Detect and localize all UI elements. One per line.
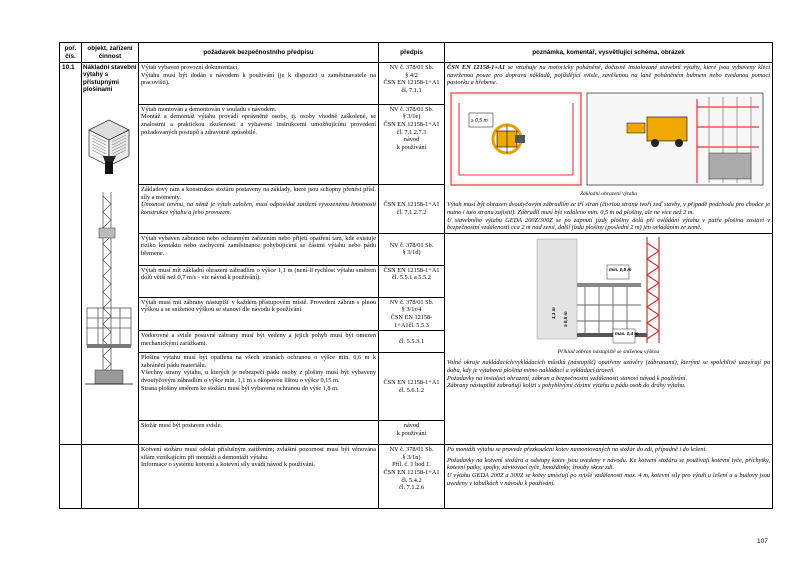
note-paragraph-1: [447, 64, 770, 87]
table-header-row: [60, 43, 773, 63]
row-number: 10.1: [60, 63, 82, 445]
dim-min-label: min. 0,5 m: [609, 266, 632, 272]
figure-caption-2: Příklad zábran nástupiště se sníženou výškou: [557, 349, 660, 356]
page-number: 107: [757, 538, 768, 545]
requirement-text: Výtah vybaven provozní dokumentací. Výtahu musí být dodán s návodem k používání (je k dispozici u zaměstnavatele na pracovišti).: [141, 64, 376, 87]
dim-height-min-label: ≥ 0,5 m: [563, 311, 568, 327]
requirement-cell: Stožár musí být postaven svisle.: [139, 421, 379, 445]
regulation-cell: čl. 5.5.3.1: [379, 331, 445, 353]
note-paragraph-2: Výtah musí být ohrazen dvoutyčovým zábradlím ze tří stran (čtvrtou stranu tvoří zeď stavby, v případě podchodu pro chodce je nutno i tuto stranu zajistit). Zábradlí musí být vzdáleno min. 0,5 m od plošiny, ale ne více než 2 m.: [447, 201, 770, 216]
safety-requirements-table: [59, 42, 773, 509]
header-num: poř. čís.: [60, 43, 82, 63]
dim-max-label: max. 0,4 m: [615, 330, 639, 336]
note-cell-1: [445, 63, 773, 234]
requirement-cell: [139, 63, 379, 105]
requirement-cell: [139, 184, 379, 233]
regulation-cell: NV č. 378/01 Sb. § 3/1e) ČSN EN 12158-1+A1 čl. 7.1.2.7.3 návod k používání: [379, 104, 445, 184]
regulation-cell: NV č. 378/01 Sb. § 3/1n) Příl. č. 1 bod 1. ČSN EN 12158-1+A1 čl. 5.4.2 čl. 7.1.2.6: [379, 445, 445, 509]
basic-enclosure-figure: [447, 87, 767, 189]
note-text: se vztahuje na motoricky poháněné, dočasně instalované stavební výtahy, které jsou vybaveny klecí navrženou pouze pro dopravu nákladů, pojíždějící svisle, zavěšenou na laně poháněném bubnem nebo zvedanou pomocí pastorku a hřebene.: [447, 64, 770, 87]
note-standard-ref: ČSN EN 12158-1+A1: [447, 64, 506, 71]
row-number-empty: [60, 445, 82, 509]
note-cell-3: [445, 445, 773, 509]
header-requirement: požadavek bezpečnostního předpisu: [139, 43, 379, 63]
regulation-cell: NV č. 378/01 Sb. § 4/2 ČSN EN 12158-1+A1 čl. 7.1.1: [379, 63, 445, 105]
note-cell-2: [445, 233, 773, 444]
note-paragraph-6: Požadavky na kotvení stožáru a odstupy kotev jsou uvedeny v návodu. Ke kotvení stožáru se používají kotevní tyče, příchytky, kotevní patky, spojky, závitovací tyče, hmoždinky, šrouby skrze zdi. U výtahu GEDA 200Z a 300Z se kotvy umísťují po svislé vzdálenosti max. 4 m, kotevní síly pro výtah u lešení a u budovy jsou uvedeny v tabulkách v návodu k používání.: [447, 456, 770, 487]
note-paragraph-5: Po montáži výtahu se provede přezkoušení kotev namontovaných na stožár do zdi, případně i do lešení.: [447, 446, 707, 454]
regulation-cell: ČSN EN 12158-1+A1 čl. 5.5.1 a 5.5.2: [379, 265, 445, 297]
object-cell: [82, 63, 139, 445]
note-paragraph-4: Volné okraje nakládacích/vykládacích můstků (nástupišť) opatřeny uzávěry (zábranami), kterými se spolehlivě uzavírají po dobu, kdy je výtahová plošina mimo nakládací a vykládací úroveň. Požadavky na instalaci ohrazení, zábran a bezpečnostní vzdálenosti stanoví návod k používání. Zábrany nástupiště zabraňují kolizi s pohyblivými částmi výtahu a pádu osob do dráhy výtahu.: [447, 359, 770, 390]
dim-height-label: 1,1 m: [551, 307, 556, 319]
requirement-italic-text: Únosnost terénu, na němž je výtah založen, musí odpovídat zatížení vyvozenému hmotností konstrukce výtahu a jeho provozem.: [141, 201, 376, 216]
header-note: poznámka, komentář, vysvětlující schéma, obrázek: [445, 43, 773, 63]
requirement-cell: Plošina výtahu musí být opatřena na všech stranách ochranou o výšce min. 0,6 m k zabránění pádu materiálu. Všechny strany výtahu, u kterých je nebezpečí pádu osoby z plošiny musí být vybaveny dvoutyčovým zábradlím o výšce min. 1,1 m s okopovou lištou o výšce 0,15 m. Strana plošiny směrem ke stožáru musí být vybavena ochranou do výše 1,8 m.: [139, 353, 379, 421]
requirement-text: Výtah montován a demontován v souladu s návodem. Montáž a demontáž výtahu provádí oprávněné osoby, tj. osoby vhodně zaškolené, se znalostmi a praktickou zkušeností a vybavené instrukcemi umožňujícími provedení požadovaných postupů a zdravotně způsobilé.: [141, 105, 376, 136]
table-row: [60, 233, 773, 265]
header-object: objekt, zařízení činnost: [82, 43, 139, 63]
regulation-cell: ČSN EN 12158-1+A1 čl. 7.1.2.7.2: [379, 184, 445, 233]
requirement-cell: Výtah musí mít zábrany nástupišť v každém přístupovém místě. Provedení zábran s plnou výškou a se sníženou výškou se stanoví dle návodu k používání.: [139, 297, 379, 330]
construction-lift-image: [83, 188, 135, 388]
requirement-cell: Výtah vybaven zábranou nebo ochranným zařízením nebo přijetí opatření tam, kde existuje riziko kontaktu nebo zachycení zaměstnance pohybujícími se částmi výtahu nebo pádu břemene.: [139, 233, 379, 265]
object-label: Nákladní stavební výtahy s přístupnými plošinami: [83, 64, 137, 94]
landing-gate-figure: [447, 235, 767, 347]
regulation-cell: návod k používání: [379, 421, 445, 445]
requirement-text: Základový rám a konstrukce stožáru postaveny na základy, které jsou schopny přenést přísl. síly a momenty.: [141, 185, 376, 201]
figure-caption-1: Základní ohrazení výtahu: [579, 191, 638, 198]
regulation-cell: NV č. 378/01 Sb. § 3/1d): [379, 233, 445, 265]
object-cell-empty: [82, 445, 139, 509]
requirement-cell: Kotvení stožáru musí odolat příslušným zatížením; zvláštní pozornost musí být věnována silám vznikajícím při montáži a demontáži výtahu. Informace o systému kotvení a kotevní síly uvádí návod k používání.: [139, 445, 379, 509]
manual-book-icon: [83, 100, 135, 180]
note-paragraph-3: U stavebního výtahu GEDA 200Z/300Z se po zapnutí jízdy plošiny dolů při ovládání výtahu v patře plošina zastaví v bezpečnostní vzdálenosti cca 2 m nad zemí, další jízda plošiny (poslední 2 m) jen ovládáním ze země.: [447, 216, 770, 232]
table-row: [60, 63, 773, 105]
regulation-cell: ČSN EN 12158-1+A1 čl. 5.6.1.2: [379, 353, 445, 421]
requirement-cell: Výtah musí mít základní ohrazení zábradlím o výšce 1,1 m (není-li rychlost výtahu směrem dolů větší než 0,7 m/s - viz návod k používání).: [139, 265, 379, 297]
requirement-cell: [139, 104, 379, 184]
header-regulation: předpis: [379, 43, 445, 63]
regulation-cell: NV č. 378/01 Sb. § 3/1r/4 ČSN EN 12158-1+A1čl. 5.5.3: [379, 297, 445, 330]
figure-dim-label: ≥ 0,5 m: [471, 117, 488, 124]
requirement-cell: Vodorovné a svisle posuvné zábrany musí být vedeny a jejich pohyb musí být omezen mechanickými zarážkami.: [139, 331, 379, 353]
table-row: [60, 445, 773, 509]
